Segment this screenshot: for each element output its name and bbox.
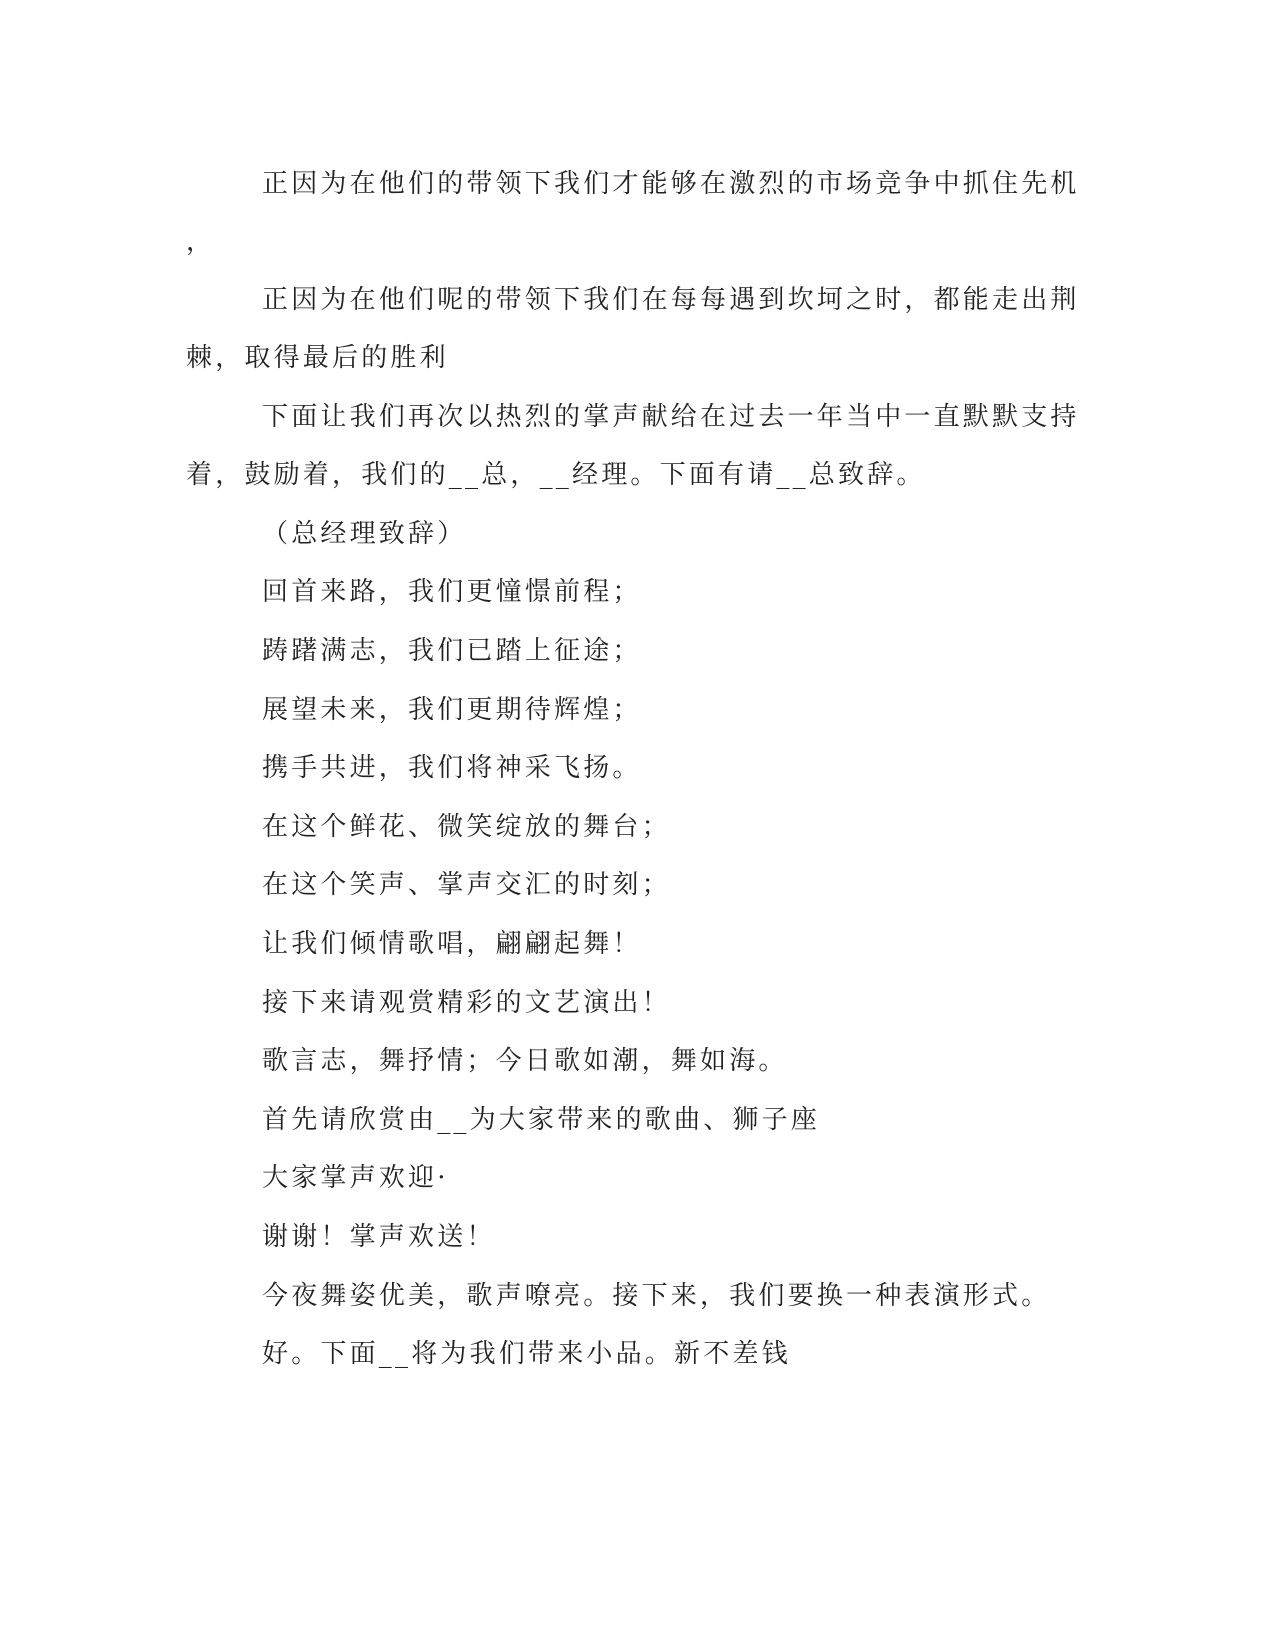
paragraph-line-4: 棘，取得最后的胜利	[186, 343, 449, 373]
paragraph-line-21: 好。下面__将为我们带来小品。新不差钱	[262, 1339, 791, 1369]
paragraph-line-16: 歌言志，舞抒情；今日歌如潮，舞如海。	[262, 1046, 788, 1076]
paragraph-line-6: 着，鼓励着，我们的__总，__经理。下面有请__总致辞。	[186, 460, 926, 490]
paragraph-line-5: 下面让我们再次以热烈的掌声献给在过去一年当中一直默默支持	[262, 402, 1080, 432]
paragraph-line-3: 正因为在他们呢的带领下我们在每每遇到坎坷之时，都能走出荆	[262, 285, 1080, 315]
paragraph-line-14: 让我们倾情歌唱，翩翩起舞！	[262, 929, 642, 959]
paragraph-line-12: 在这个鲜花、微笑绽放的舞台；	[262, 812, 671, 842]
paragraph-line-17: 首先请欣赏由__为大家带来的歌曲、狮子座	[262, 1105, 821, 1135]
paragraph-line-15: 接下来请观赏精彩的文艺演出！	[262, 988, 671, 1018]
paragraph-line-13: 在这个笑声、掌声交汇的时刻；	[262, 870, 671, 900]
paragraph-line-11: 携手共进，我们将神采飞扬。	[262, 753, 642, 783]
paragraph-line-8: 回首来路，我们更憧憬前程；	[262, 577, 642, 607]
paragraph-line-1: 正因为在他们的带领下我们才能够在激烈的市场竞争中抓住先机	[262, 169, 1080, 199]
paragraph-line-2: ，	[186, 227, 216, 257]
paragraph-line-7: （总经理致辞）	[262, 519, 467, 549]
paragraph-line-10: 展望未来，我们更期待辉煌；	[262, 695, 642, 725]
paragraph-line-18: 大家掌声欢迎·	[262, 1163, 449, 1193]
paragraph-line-20: 今夜舞姿优美，歌声嘹亮。接下来，我们要换一种表演形式。	[262, 1281, 1051, 1311]
paragraph-line-9: 踌躇满志，我们已踏上征途；	[262, 636, 642, 666]
paragraph-line-19: 谢谢！掌声欢送！	[262, 1222, 496, 1252]
